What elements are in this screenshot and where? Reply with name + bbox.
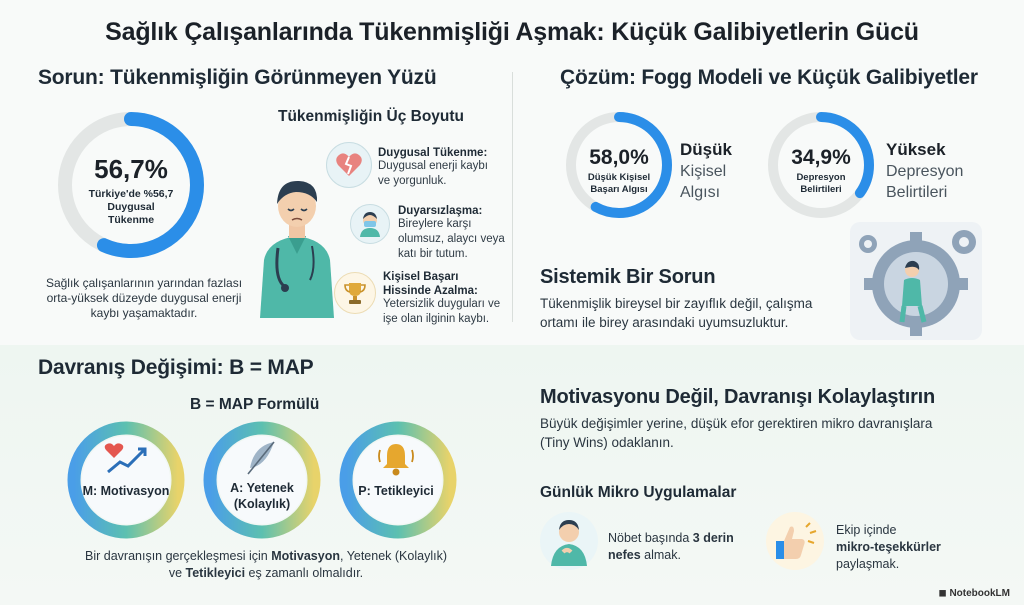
trophy-icon [334,272,376,314]
dimension-1-title: Duygusal Tükenme: [378,147,488,159]
solution-heading: Çözüm: Fogg Modeli ve Küçük Galibiyetler [560,66,978,89]
breathing-person-icon [540,512,598,570]
behavior-caption: Bir davranışın gerçekleşmesi için Motivasyon, Yetenek (Kolaylık) ve Tetikleyici eş zamanlı olmalıdır. [85,549,447,580]
heart-trend-icon [104,442,148,476]
problem-description: Sağlık çalışanlarının yarından fazlası orta-yüksek düzeyde duygusal enerji kaybı yaşamaktadır. [45,276,243,320]
node-ability-label: A: Yetenek (Kolaylık) [230,481,294,511]
depression-value: 34,9% [791,146,851,169]
burnout-donut-chart [56,110,206,260]
notebooklm-watermark: ◼ NotebookLM [938,588,1010,599]
tiny-heading: Motivasyonu Değil, Davranışı Kolaylaştırın [540,386,936,408]
practice-2-text: Ekip içinde mikro-teşekkürler paylaşmak. [836,523,941,571]
behavior-heading: Davranış Değişimi: B = MAP [38,356,314,379]
tired-nurse-illustration [252,168,342,318]
depression-side-text: Depresyon Belirtileri [886,163,964,201]
problem-heading: Sorun: Tükenmişliğin Görünmeyen Yüzü [38,66,437,89]
node-trigger-label: P: Tetikleyici [358,484,434,498]
depression-inner-label: Depresyon Belirtileri [796,172,846,195]
low-achievement-side-text: Kişisel Algısı [680,163,727,201]
broken-heart-icon [326,142,372,188]
low-achievement-value: 58,0% [589,146,649,169]
burnout-stat-label: Türkiye'de %56,7 Duygusal Tükenme [88,188,174,226]
dimension-3-title: Kişisel Başarı Hissinde Azalma: [383,271,478,297]
low-achievement-inner-label: Düşük Kişisel Başarı Algısı [587,172,651,195]
micro-heading: Günlük Mikro Uygulamalar [540,484,737,501]
dimension-2-title: Duyarsızlaşma: [398,205,483,217]
dimension-3-text: Yetersizlik duyguları ve işe olan ilginin kaybı. [383,298,501,325]
practice-1-text: Nöbet başında 3 derin nefes almak. [608,531,734,562]
burnout-stat-value: 56,7% [94,154,168,184]
systemic-text: Tükenmişlik bireysel bir zayıflık değil, çalışma ortamı ile birey arasındaki uyumsuzluktur. [540,296,813,330]
section-divider [512,72,513,322]
low-achievement-side-bold: Düşük [680,140,732,159]
dimensions-heading: Tükenmişliğin Üç Boyutu [278,108,465,125]
dimension-2-text: Bireylere karşı olumsuz, alaycı veya katı bir tutum. [398,218,505,260]
masked-person-icon [350,204,390,244]
tiny-text: Büyük değişimler yerine, düşük efor gerektiren mikro davranışlara (Tiny Wins) odaklanın. [540,416,933,450]
systemic-heading: Sistemik Bir Sorun [540,266,716,288]
feather-icon [244,440,280,476]
dimension-1-text: Duygusal enerji kaybı ve yorgunluk. [378,160,488,187]
formula-heading: B = MAP Formülü [190,396,320,413]
bell-icon [376,440,416,478]
thumbs-up-icon [766,512,824,570]
gears-illustration [850,222,982,340]
page-title: Sağlık Çalışanlarında Tükenmişliği Aşmak: Küçük Galibiyetlerin Gücü [105,18,919,46]
node-motivation-label: M: Motivasyon [82,484,170,498]
depression-side-bold: Yüksek [886,140,946,159]
